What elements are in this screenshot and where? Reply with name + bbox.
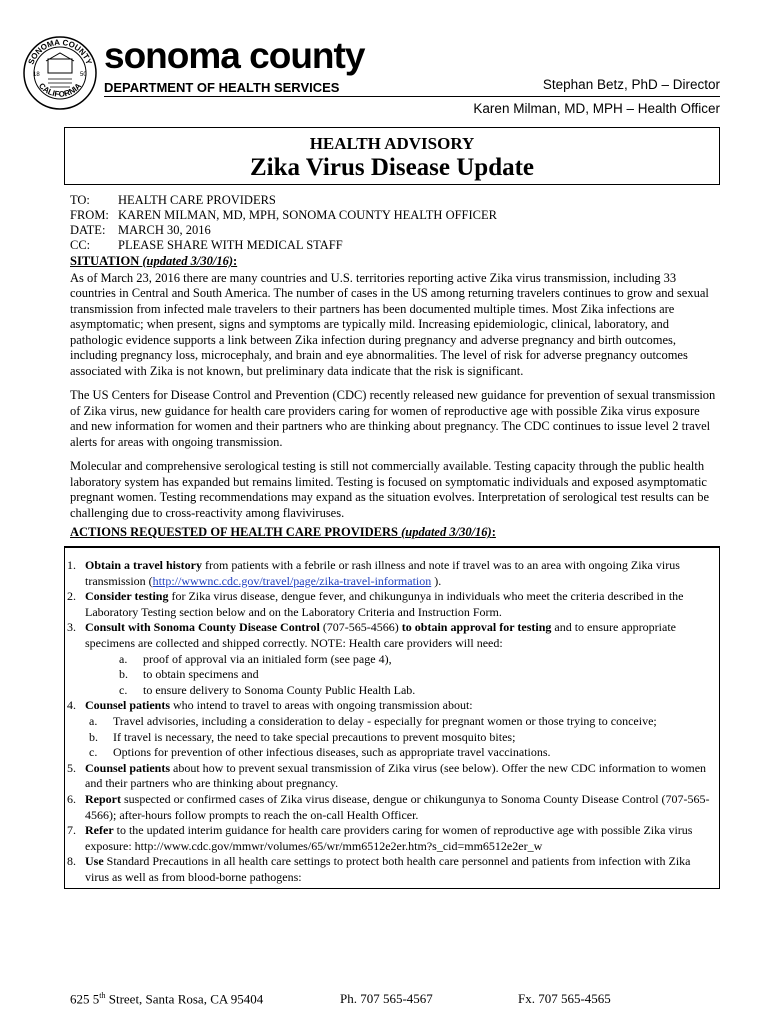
list-item: 7. Refer to the updated interim guidance for health care providers caring for women of reproductive age with possible Zika virus exposure: http://www.cdc.gov/mmwr/volumes/65/wr/mm6512e2er.htm?s_cid=mm6512e2er_w [67,823,693,853]
memo-row-cc: CC: PLEASE SHARE WITH MEDICAL STAFF [70,238,343,252]
memo-row-from: FROM: KAREN MILMAN, MD, MPH, SONOMA COUNTY HEALTH OFFICER [70,208,497,222]
list-item: 1. Obtain a travel history from patients with a febrile or rash illness and note if travel was to an area with ongoing Zika virus transmission (http://wwwnc.cdc.gov/travel/page/zika-travel-information ). [67,558,680,588]
actions-box [64,546,720,889]
sublist-travel [85,714,715,761]
situation-heading: SITUATION (updated 3/30/16): [70,254,238,268]
footer-phone: Ph. 707 565-4567 [340,991,433,1006]
county-seal-logo [22,35,98,111]
list-item: 2. Consider testing for Zika virus disease, dengue fever, and chikungunya in individuals who meet the criteria described in the Laboratory Testing section below and on the Laboratory Criteria and Instruction Form. [67,589,684,619]
health-officer-name: Karen Milman, MD, MPH – Health Officer [473,101,720,116]
department-name: DEPARTMENT OF HEALTH SERVICES [104,80,340,95]
advisory-title-box [64,127,720,185]
situation-paragraph: Molecular and comprehensive serological testing is still not commercially available. Testing capacity through the public health laboratory system has expanded but remains limited. Testing is focused on symptomatic individuals and exposed asymptomatic pregnant women. Testing recommendations may expand as the situation evolves. Interpretation of serological test results can be challenging due to cross-reactivity among flaviviruses. [70,459,709,520]
memo-row-to: TO: HEALTH CARE PROVIDERS [70,193,276,207]
list-item: 6. Report suspected or confirmed cases of Zika virus disease, dengue or chikungunya to Sonoma County Disease Control (707-565-4566); after-hours follow prompts to reach the on-call Health Officer. [67,791,710,822]
svg-text:18: 18 [33,72,40,78]
svg-text:SONOMA COUNTY: SONOMA COUNTY [26,37,94,66]
sonoma-county-logo-text: sonoma county [104,35,365,76]
svg-text:50: 50 [80,72,87,78]
director-name: Stephan Betz, PhD – Director [542,77,720,92]
letterhead-divider [104,96,720,97]
list-item: c. Options for prevention of other infectious diseases, such as appropriate travel vaccinations. [89,745,551,760]
advisory-label: HEALTH ADVISORY [309,134,475,153]
list-item: a. proof of approval via an initialed form (see page 4), [119,651,392,666]
situation-paragraph: As of March 23, 2016 there are many countries and U.S. territories reporting active Zika virus transmission, including 33 countries in Central and South America. The number of cases in the US among returning travelers continues to grow and sexual transmission from infected male travelers to their partners has been documented multiple times. Most Zika infections are asymptomatic; when present, signs and symptoms are typically mild. Increasing epidemiologic, clinical, laboratory, and pathologic evidence supports a link between Zika infection during pregnancy and adverse pregnancy and birth outcomes, including pregnancy loss, microcephaly, and brain and eye abnormalities. The level of risk for adverse pregnancy outcomes associated with Zika is not known, but preliminary data indicate that the risk is significant. [70,270,709,378]
list-item: 3. Consult with Sonoma County Disease Control (707-565-4566) to obtain approval for testing and to ensure appropriate specimens are collected and shipped correctly. NOTE: Health care providers will need: a. proof of approval via an initialed form (see page 4), b. to obtain specimens and c. to ensure delivery to Sonoma County Public Health Lab. [85,620,715,698]
sublist-requirements [85,652,715,699]
list-item: 4. Counsel patients who intend to travel to areas with ongoing transmission about: a. Travel advisories, including a consideration to delay - especially for pregnant women or those trying to conceive; b. If travel is necessary, the need to take special precautions to prevent mosquito bites; c. Options for prevention of other infectious diseases, such as appropriate travel vaccinations. [85,698,715,760]
list-item: c. to ensure delivery to Sonoma County Public Health Lab. [119,682,416,697]
actions-list [65,558,719,885]
memo-row-date: DATE: MARCH 30, 2016 [70,223,211,237]
svg-text:CALIFORNIA: CALIFORNIA [36,81,84,99]
list-item: 5. Counsel patients about how to prevent sexual transmission of Zika virus (see below). Offer the new CDC information to women and their partners who are thinking about pregnancy. [67,760,707,791]
footer-fax: Fx. 707 565-4565 [518,991,611,1006]
cdc-travel-link[interactable]: http://wwwnc.cdc.gov/travel/page/zika-travel-information [152,573,432,588]
footer-address: 625 5th Street, Santa Rosa, CA 95404 [70,991,264,1007]
situation-paragraph: The US Centers for Disease Control and Prevention (CDC) recently released new guidance for prevention of sexual transmission of Zika virus, new guidance for health care providers caring for women of reproductive age with possible Zika virus exposure and new information for women and their partners who are thinking about pregnancy. The CDC continues to issue level 2 travel alerts for areas with ongoing transmission. [70,388,716,449]
situation-section [70,254,720,541]
memo-header [70,193,497,253]
list-item: a. Travel advisories, including a consideration to delay - especially for pregnant women or those trying to conceive; [89,713,657,728]
list-item: 8. Use Standard Precautions in all health care settings to protect both health care personnel and patients from infection with Zika virus as well as from blood-borne pathogens: [67,854,691,884]
list-item: b. to obtain specimens and [119,667,259,682]
actions-heading: ACTIONS REQUESTED OF HEALTH CARE PROVIDERS (updated 3/30/16): [70,525,496,539]
list-item: b. If travel is necessary, the need to take special precautions to prevent mosquito bites; [89,729,516,744]
page-title: Zika Virus Disease Update [249,154,535,181]
